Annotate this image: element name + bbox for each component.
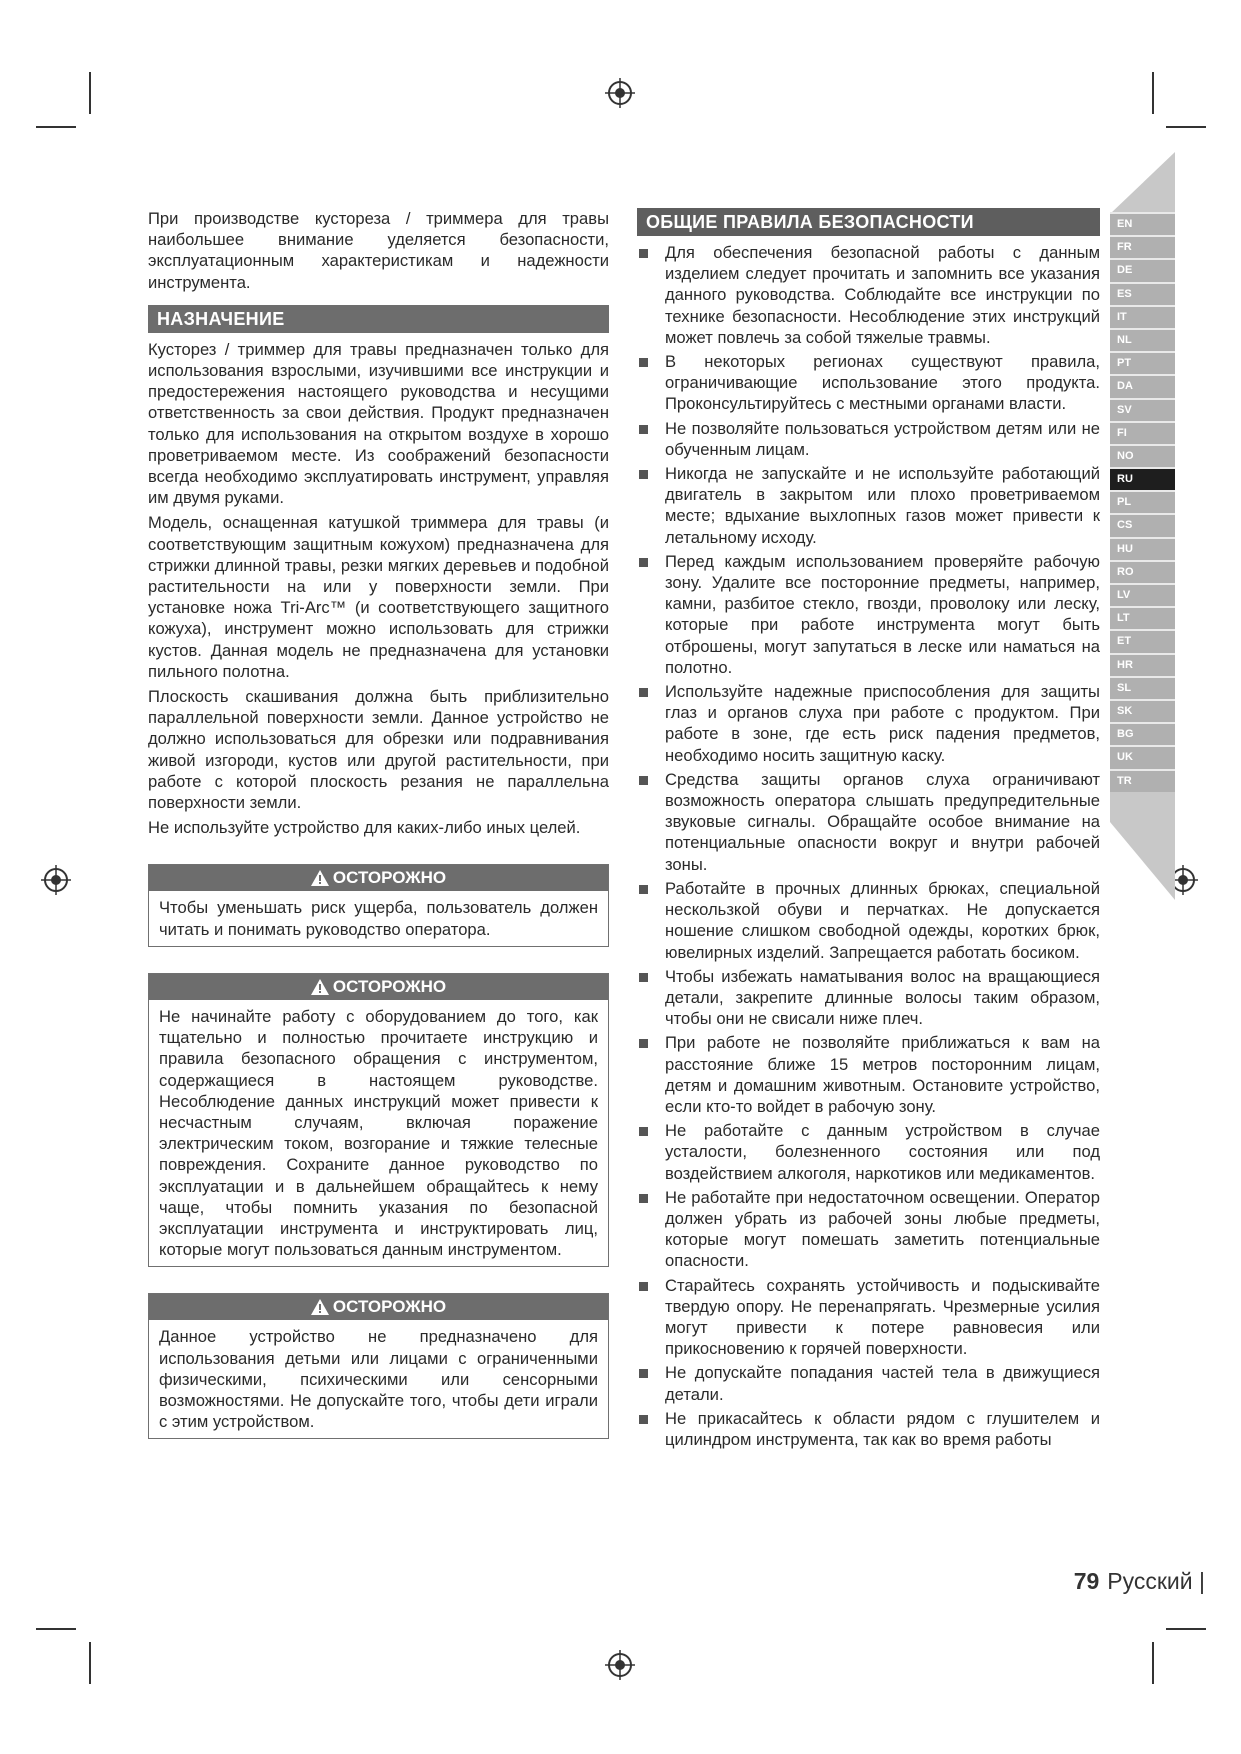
crop-mark — [1166, 126, 1206, 128]
purpose-heading: НАЗНАЧЕНИЕ — [148, 305, 609, 333]
list-item: Используйте надежные приспособления для защиты глаз и органов слуха при работе с продуктом. При работе в зоне, где есть риск падения предметов, необходимо носить защитную каску. — [637, 681, 1100, 766]
purpose-paragraph: Не используйте устройство для каких-либо иных целей. — [148, 818, 581, 838]
bullet-square-icon — [639, 973, 648, 982]
rules-list — [637, 242, 1100, 1450]
intro-paragraph: При производстве кустореза / триммера для травы наибольшее внимание уделяется безопасности, эксплуатационным характеристикам и надежности инструмента. — [148, 209, 609, 292]
footer-language-label: Русский | — [1107, 1568, 1205, 1594]
bullet-square-icon — [639, 1282, 648, 1291]
warning-box — [148, 1293, 609, 1439]
bullet-square-icon — [639, 470, 648, 479]
warning-header — [149, 974, 608, 1000]
page-number: 79 — [1073, 1568, 1100, 1594]
list-item: Не допускайте попадания частей тела в движущиеся детали. — [637, 1362, 1100, 1404]
list-item: Для обеспечения безопасной работы с данным изделием следует прочитать и запомнить все указания данного руководства. Соблюдайте все инструкции по технике безопасности. Несоблюдение этих инструкций может повлечь за собой тяжелые травмы. — [637, 242, 1100, 348]
registration-mark-icon — [41, 865, 71, 895]
bullet-square-icon — [639, 1415, 648, 1424]
warning-title: ОСТОРОЖНО — [332, 868, 447, 888]
bullet-square-icon — [639, 1369, 648, 1378]
bullet-square-icon — [639, 1194, 648, 1203]
crop-mark — [1152, 72, 1154, 114]
registration-mark-icon — [605, 1650, 635, 1680]
crop-mark — [1166, 1628, 1206, 1630]
page-footer — [1074, 1568, 1205, 1595]
language-tab-en: EN — [1110, 212, 1175, 235]
crop-mark — [36, 1628, 76, 1630]
list-item: Не работайте при недостаточном освещении. Оператор должен убрать из рабочей зоны любые предметы, которые могут помешать заметить потенциальные опасности. — [637, 1187, 1100, 1272]
list-item: Средства защиты органов слуха ограничивают возможность оператора слышать предупредительные звуковые сигналы. Обращайте особое внимание на потенциальные опасности вокруг и внутри рабочей зоны. — [637, 769, 1100, 875]
language-tab-bg: BG — [1110, 722, 1175, 745]
language-tab-sl: SL — [1110, 676, 1175, 699]
language-tab-nl: NL — [1110, 328, 1175, 351]
list-item: Не работайте с данным устройством в случае усталости, болезненного состояния или под воздействием алкоголя, наркотиков или медикаментов. — [637, 1120, 1100, 1184]
language-tabs — [1110, 212, 1175, 792]
language-tab-sv: SV — [1110, 398, 1175, 421]
language-tab-fi: FI — [1110, 421, 1175, 444]
warning-title: ОСТОРОЖНО — [332, 1297, 447, 1317]
warning-text: Не начинайте работу с оборудованием до того, как тщательно и полностью прочитаете инструкцию и правила безопасного обращения с инструментом, содержащиеся в настоящем руководстве. Несоблюдение данных инструкций может привести к несчастным случаям, включая поражение электрическим током, возгорание и тяжкие телесные повреждения. Сохраните данное руководство по эксплуатации и в дальнейшем обращайтесь к нему чаще, чтобы помнить указания по безопасной эксплуатации инструмента и инструктировать лиц, которые могут пользоваться данным инструментом. — [159, 1006, 598, 1260]
warning-triangle-icon — [311, 870, 329, 886]
purpose-paragraph: Модель, оснащенная катушкой триммера для травы (и соответствующим защитным кожухом) предназначена для стрижки длинной травы, резки мягких деревьев и подобной растительности на или у поверхности земли. При установке ножа Tri-Arc™ (и соответствующего защитного кожуха), инструмент можно использовать для стрижки кустов. Данная модель не предназначена для установки пильного полотна. — [148, 513, 609, 681]
language-tab-pl: PL — [1110, 490, 1175, 513]
bullet-square-icon — [639, 885, 648, 894]
language-tab-ru: RU — [1110, 467, 1175, 490]
warning-title: ОСТОРОЖНО — [332, 976, 447, 996]
list-item: Не позволяйте пользоваться устройством детям или не обученным лицам. — [637, 418, 1100, 460]
warning-triangle-icon — [311, 979, 329, 995]
bullet-square-icon — [639, 1127, 648, 1136]
crop-mark — [36, 126, 76, 128]
purpose-paragraph: Кусторез / триммер для травы предназначен только для использования взрослыми, изучившими все инструкции и предостережения настоящего руководства и несущими ответственность за свои действия. Продукт предназначен только для использования на открытом воздухе в хорошо проветриваемом месте. Из соображений безопасности всегда необходимо эксплуатировать инструмент, управляя им двумя руками. — [148, 339, 609, 508]
language-tab-lv: LV — [1110, 583, 1175, 606]
language-sidebar — [1110, 152, 1175, 900]
registration-mark-icon — [605, 78, 635, 108]
general-rules-heading: ОБЩИЕ ПРАВИЛА БЕЗОПАСНОСТИ — [637, 208, 1100, 236]
language-tab-no: NO — [1110, 444, 1175, 467]
warning-header — [149, 1294, 608, 1320]
language-tab-ro: RO — [1110, 560, 1175, 583]
bullet-square-icon — [639, 776, 648, 785]
crop-mark — [89, 72, 91, 114]
bullet-square-icon — [639, 249, 648, 258]
language-tab-es: ES — [1110, 282, 1175, 305]
crop-mark — [1152, 1642, 1154, 1684]
purpose-paragraph: Плоскость скашивания должна быть приблизительно параллельной поверхности земли. Данное устройство не должно использоваться для обрезки или подравнивания живой изгороди, кустов или другой растительности, при работе с которой плоскость резания не параллельна поверхности земли. — [148, 687, 609, 813]
bullet-square-icon — [639, 1039, 648, 1048]
language-tab-cs: CS — [1110, 513, 1175, 536]
language-tab-it: IT — [1110, 305, 1175, 328]
language-tab-da: DA — [1110, 374, 1175, 397]
language-tab-tr: TR — [1110, 769, 1175, 792]
bullet-square-icon — [639, 358, 648, 367]
language-tab-pt: PT — [1110, 351, 1175, 374]
language-tab-hr: HR — [1110, 653, 1175, 676]
language-tab-lt: LT — [1110, 606, 1175, 629]
warning-triangle-icon — [311, 1299, 329, 1315]
language-tab-de: DE — [1110, 258, 1175, 281]
language-tab-et: ET — [1110, 629, 1175, 652]
warning-box — [148, 973, 609, 1267]
bullet-square-icon — [639, 558, 648, 567]
list-item: При работе не позволяйте приближаться к вам на расстояние ближе 15 метров посторонним лицам, детям и домашним животным. Остановите устройство, если кто-то войдет в рабочую зону. — [637, 1032, 1100, 1117]
language-tab-hu: HU — [1110, 537, 1175, 560]
list-item: Не прикасайтесь к области рядом с глушителем и цилиндром инструмента, так как во время работы — [637, 1408, 1100, 1450]
warning-box — [148, 864, 609, 946]
list-item: Перед каждым использованием проверяйте рабочую зону. Удалите все посторонние предметы, например, камни, разбитое стекло, гвозди, проволоку или леску, которые при работе инструмента могут быть отброшены, могут запутаться в леске или наматься на полотно. — [637, 551, 1100, 678]
list-item: Никогда не запускайте и не используйте работающий двигатель в закрытом или плохо проветриваемом месте; вдыхание выхлопных газов может привести к летальному исходу. — [637, 463, 1100, 548]
language-tab-sk: SK — [1110, 699, 1175, 722]
right-column — [637, 208, 1100, 1453]
language-tab-uk: UK — [1110, 745, 1175, 768]
crop-mark — [89, 1642, 91, 1684]
language-tab-fr: FR — [1110, 235, 1175, 258]
bullet-square-icon — [639, 688, 648, 697]
list-item: Чтобы избежать наматывания волос на вращающиеся детали, закрепите длинные волосы таким образом, чтобы они не свисали ниже плеч. — [637, 966, 1100, 1030]
warning-header — [149, 865, 608, 891]
list-item: В некоторых регионах существуют правила, ограничивающие использование этого продукта. Проконсультируйтесь с местными органами власти. — [637, 351, 1100, 415]
list-item: Работайте в прочных длинных брюках, специальной нескользкой обуви и перчатках. Не допускается ношение слишком свободной одежды, коротких брюк, ювелирных изделий. Запрещается работать босиком. — [637, 878, 1100, 963]
left-column — [148, 208, 609, 1439]
list-item: Старайтесь сохранять устойчивость и подыскивайте твердую опору. Не перенапрягать. Чрезмерные усилия могут привести к потере равновесия или прикосновению к горячей поверхности. — [637, 1275, 1100, 1360]
warning-text: Чтобы уменьшать риск ущерба, пользователь должен читать и понимать руководство оператора. — [159, 898, 598, 939]
bullet-square-icon — [639, 425, 648, 434]
warning-text: Данное устройство не предназначено для использования детьми или лицами с ограниченными физическими, психическими или сенсорными возможностями. Не допускайте того, чтобы дети играли с этим устройством. — [159, 1327, 598, 1432]
